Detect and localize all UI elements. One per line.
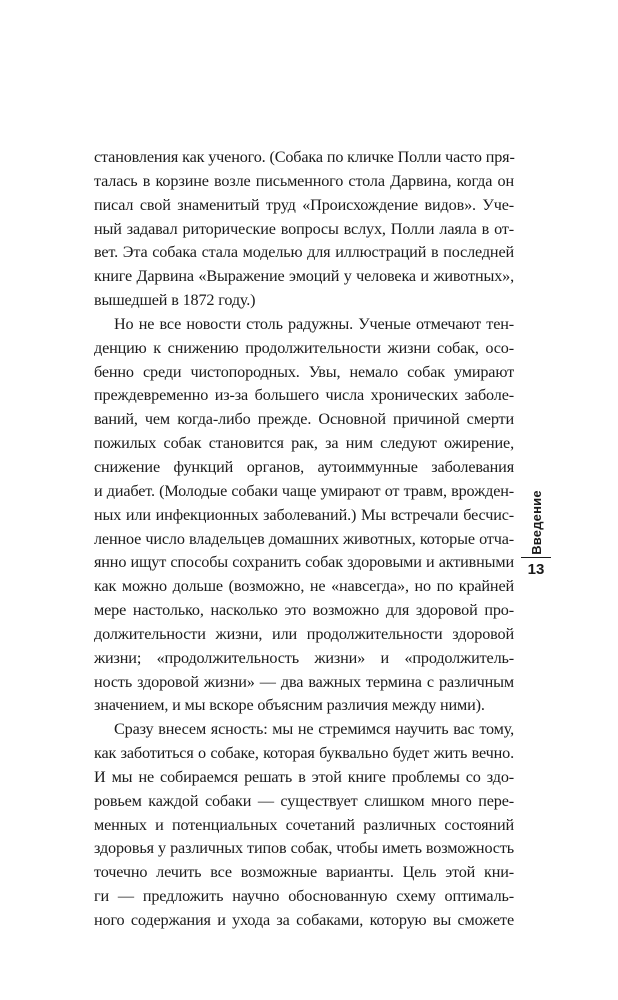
text-line: ги — предложить научно обоснованную схему оптималь- [94,887,514,906]
text-line: ность здоровой жизни» — два важных термина с различным [94,672,514,691]
text-line: денцию к снижению продолжительности жизни собак, осо- [94,338,514,357]
text-line: должительности жизни, или продолжительности здоровой [94,624,514,643]
text-line: жизни; «продолжительность жизни» и «продолжитель- [94,648,514,667]
text-line: Но не все новости столь радужны. Ученые отмечают тен- [114,314,514,333]
text-line: ных или инфекционных заболеваний.) Мы встречали бесчис- [94,505,514,524]
section-label [520,490,552,554]
text-line: ленное число владельцев домашних животных, которые отча- [94,529,514,548]
text-line: ного содержания и ухода за собаками, которую вы сможете [94,911,514,929]
body-text [94,146,514,933]
text-line: и диабет. (Молодые собаки чаще умирают от травм, врожден- [94,481,514,500]
text-line: ный задавал риторические вопросы вслух, Полли лаяла в от- [94,219,514,238]
text-line: точечно лечить все возможные варианты. Цель этой кни- [94,863,514,882]
page-number: 13 [527,561,545,578]
text-line: бенно среди чистопородных. Увы, немало собак умирают [94,362,514,381]
text-line: ваний, чем когда-либо прежде. Основной причиной смерти [94,410,514,429]
text-line: как можно дольше (возможно, не «навсегда», но по крайней [94,577,514,596]
text-line: снижение функций органов, аутоиммунные заболевания [94,457,514,476]
text-line: значением, и мы вскоре объясним различия между ними). [94,696,485,715]
text-line: янно ищут способы сохранить собак здоровыми и активными [94,553,514,572]
text-line: ровьем каждой собаки — существует слишком много пере- [94,791,514,810]
text-line: писал свой знаменитый труд «Происхождение видов». Уче- [94,195,514,214]
text-line: Сразу внесем ясность: мы не стремимся научить вас тому, [114,720,514,739]
section-tab [520,490,552,580]
section-label-text: Введение [528,489,544,555]
text-line: как заботиться о собаке, которая буквально будет жить вечно. [94,744,514,763]
text-line: преждевременно из-за большего числа хронических заболе- [94,386,514,405]
text-line: становления как ученого. (Собака по кличке Полли часто пря- [94,148,515,166]
text-line: мере настолько, насколько это возможно для здоровой про- [94,601,514,620]
text-line: здоровья у различных типов собак, чтобы иметь возможность [94,839,514,858]
text-line: менных и потенциальных сочетаний различных состояний [94,815,514,834]
section-divider [521,557,551,558]
text-line: талась в корзине возле письменного стола Дарвина, когда он [94,171,514,190]
text-line: книге Дарвина «Выражение эмоций у человека и животных», [94,267,514,286]
text-line: И мы не собираемся решать в этой книге проблемы со здо- [94,767,514,786]
text-line: вышедшей в 1872 году.) [94,291,256,310]
text-line: вет. Эта собака стала моделью для иллюстраций в последней [94,243,514,262]
text-line: пожилых собак становится рак, за ним следуют ожирение, [94,434,514,453]
